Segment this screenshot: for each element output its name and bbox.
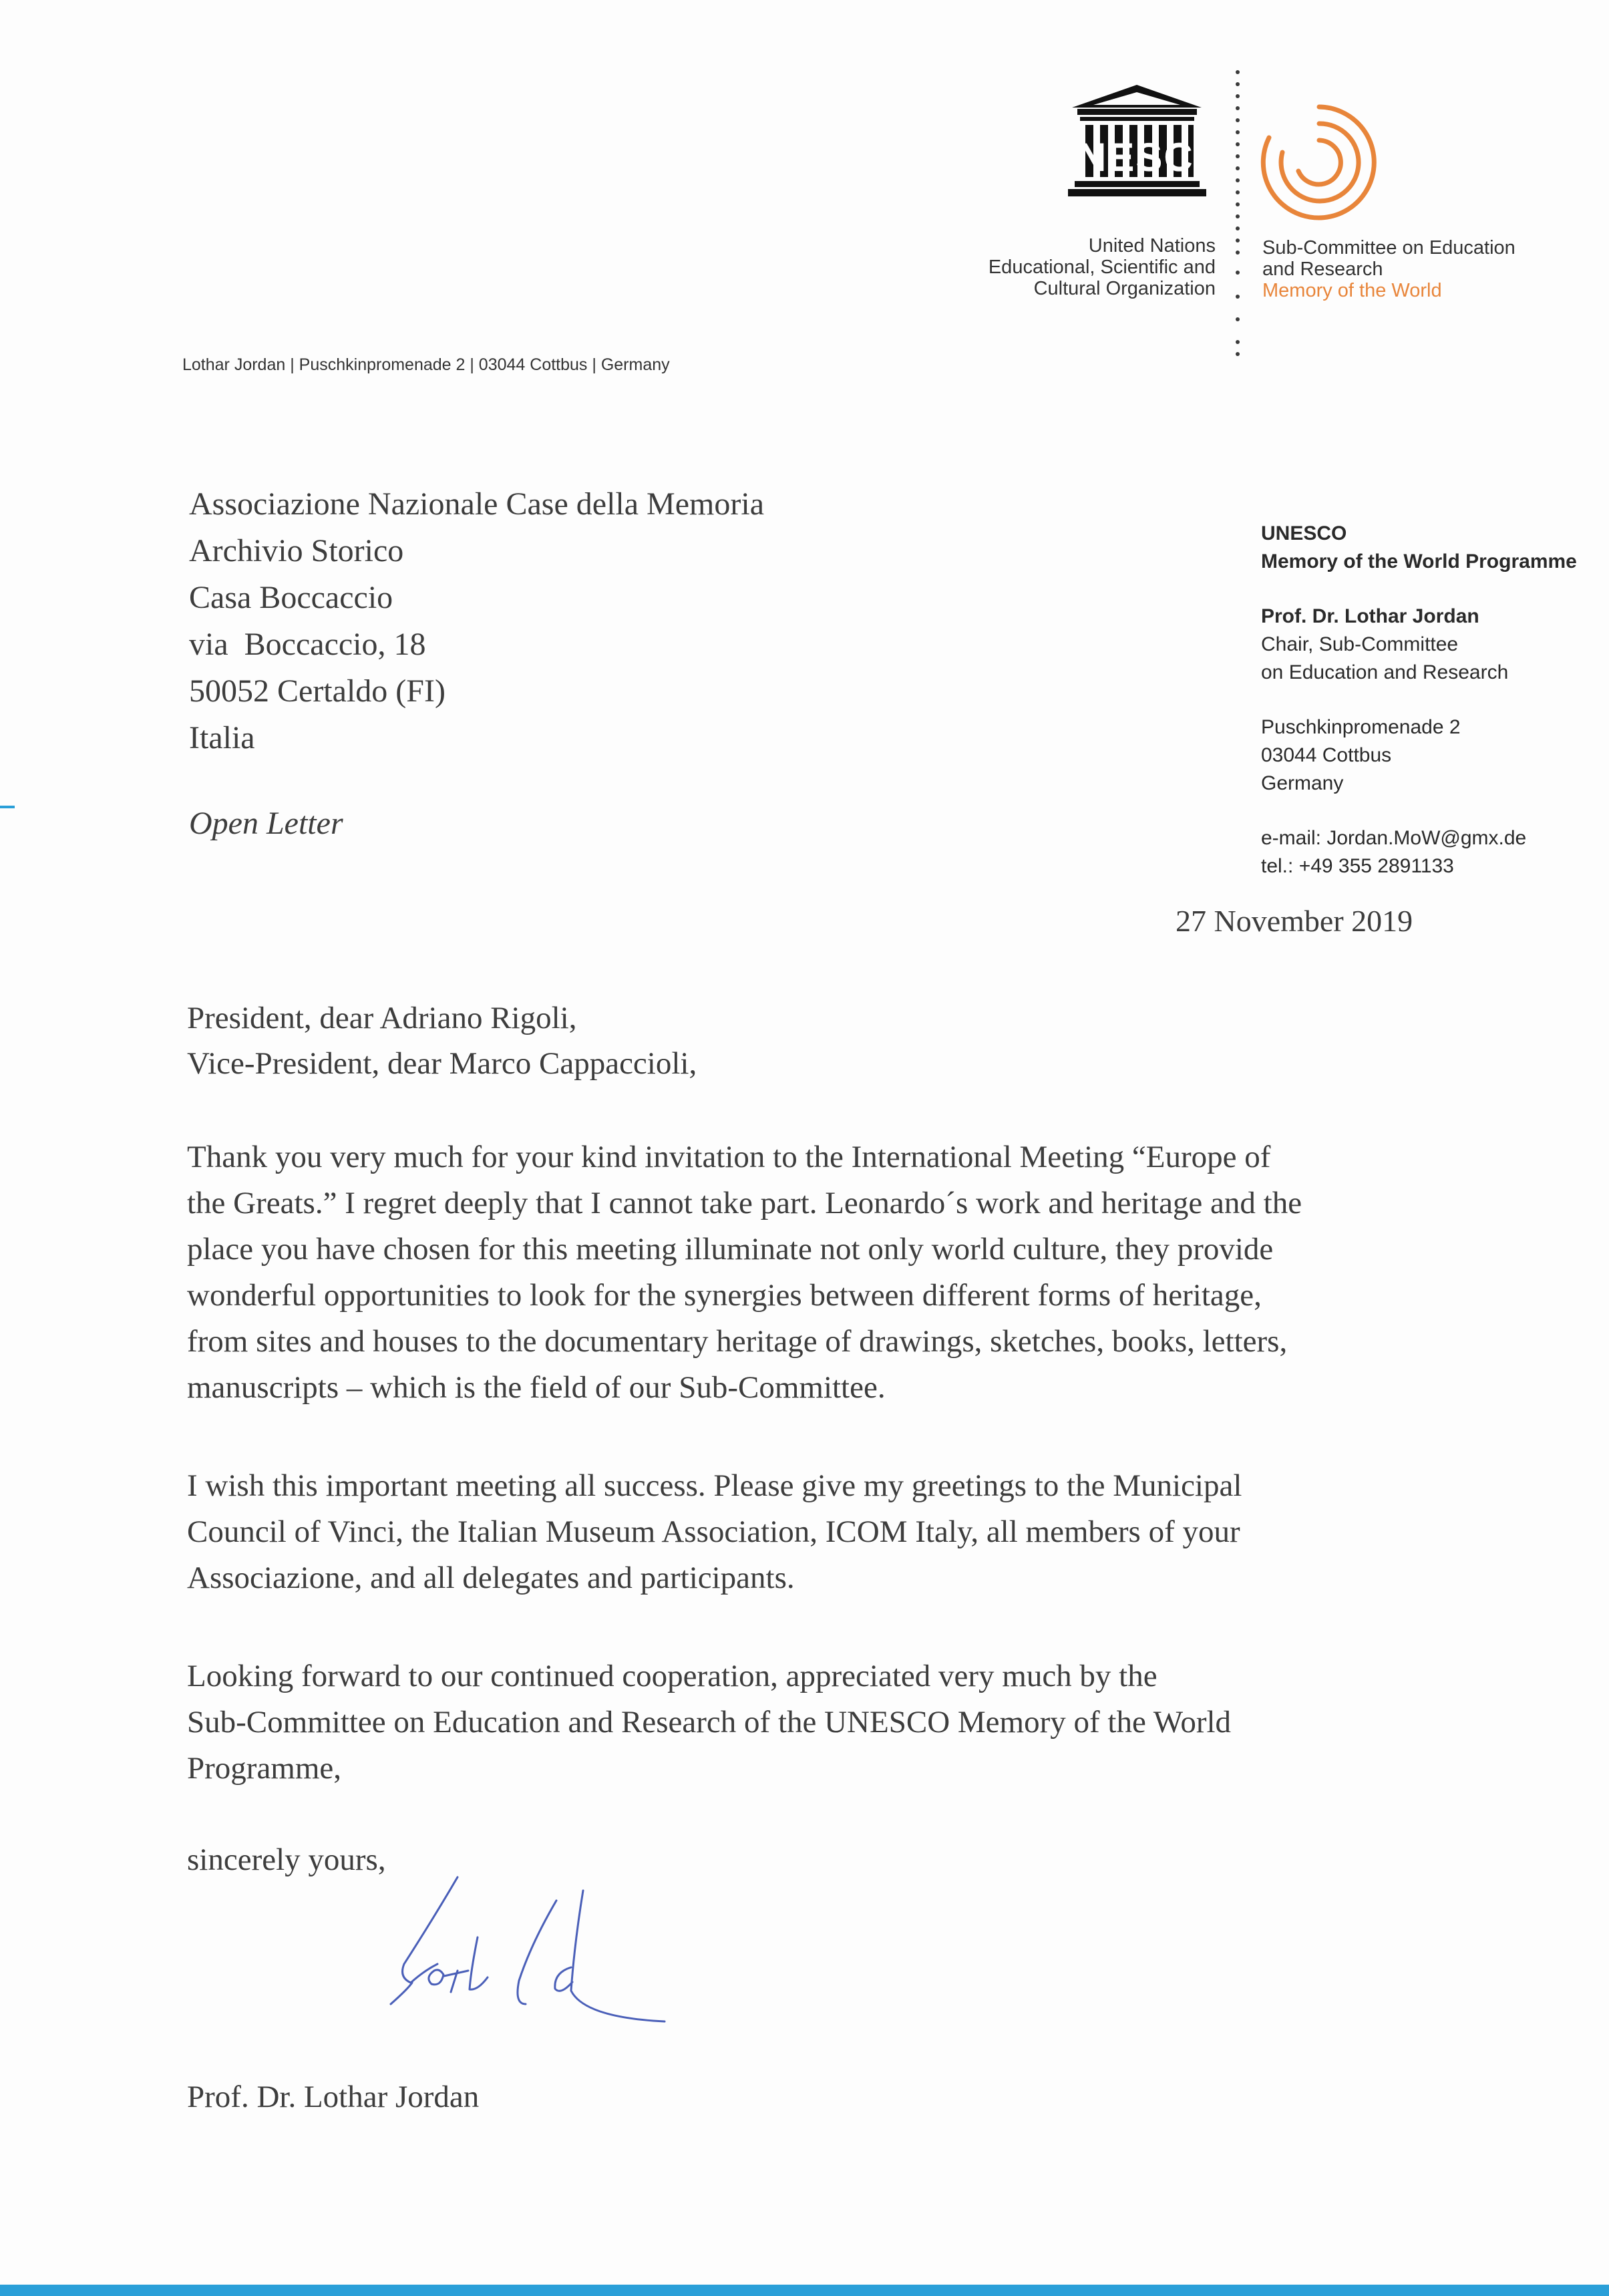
salutation: President, dear Adriano Rigoli, Vice-President, dear Marco Cappaccioli, xyxy=(187,1001,697,1081)
programme-name: Memory of the World xyxy=(1262,280,1442,301)
footer-bar xyxy=(0,2285,1609,2296)
body-paragraph-3: Looking forward to our continued cooperation, appreciated very much by the Sub-Committee on Education and Research of the UNESCO Memory of the World Programme, xyxy=(187,1659,1232,1786)
recipient-address: Associazione Nazionale Case della Memoria Archivio Storico Casa Boccaccio via Boccaccio, 18 50052 Certaldo (FI) Italia xyxy=(189,486,764,756)
email-text: e-mail: Jordan.MoW@gmx.de xyxy=(1261,827,1527,849)
letter-date: 27 November 2019 xyxy=(1176,904,1413,938)
subcommittee-name: Sub-Committee on Education and Research Memory of the World xyxy=(1262,237,1556,301)
memory-of-the-world-logo-icon xyxy=(1256,99,1383,226)
closing: sincerely yours, xyxy=(187,1842,386,1877)
open-letter-label: Open Letter xyxy=(189,806,343,841)
fold-mark xyxy=(0,806,15,808)
unesco-logo-icon xyxy=(1047,84,1227,198)
svg-text:UNESCO: UNESCO xyxy=(1047,135,1227,180)
handwritten-signature xyxy=(371,1870,678,2044)
sender-sidebar: UNESCO Memory of the World Programme Prof. Dr. Lothar Jordan Chair, Sub-Committee on Education and Research Puschkinpromenade 2 03044 Cottbus Germany e-mail: Jordan.MoW@gmx.de tel.: +49 355 2891133 xyxy=(1261,520,1608,880)
unesco-organization-name: United Nations Educational, Scientific and Cultural Organization xyxy=(988,235,1216,299)
sender-return-address: Lothar Jordan | Puschkinpromenade 2 | 03044 Cottbus | Germany xyxy=(182,355,670,374)
dotted-separator xyxy=(1236,70,1240,357)
body-paragraph-1: Thank you very much for your kind invitation to the International Meeting “Europe of the Greats.” I regret deeply that I cannot take part. Leonardo´s work and heritage and the place you have chosen for this meeting illuminate not only world culture, they provide wonderful opportunities to look for the synergies between different forms of heritage, from sites and houses to the documentary heritage of drawings, sketches, books, letters, manuscripts – which is the field of our Sub-Committee. xyxy=(187,1140,1302,1405)
signature-name: Prof. Dr. Lothar Jordan xyxy=(187,2080,480,2114)
body-paragraph-2: I wish this important meeting all success. Please give my greetings to the Municipal Council of Vinci, the Italian Museum Association, ICOM Italy, all members of your Associazione, and all delegates and participants. xyxy=(187,1468,1242,1595)
phone-text: tel.: +49 355 2891133 xyxy=(1261,855,1454,877)
